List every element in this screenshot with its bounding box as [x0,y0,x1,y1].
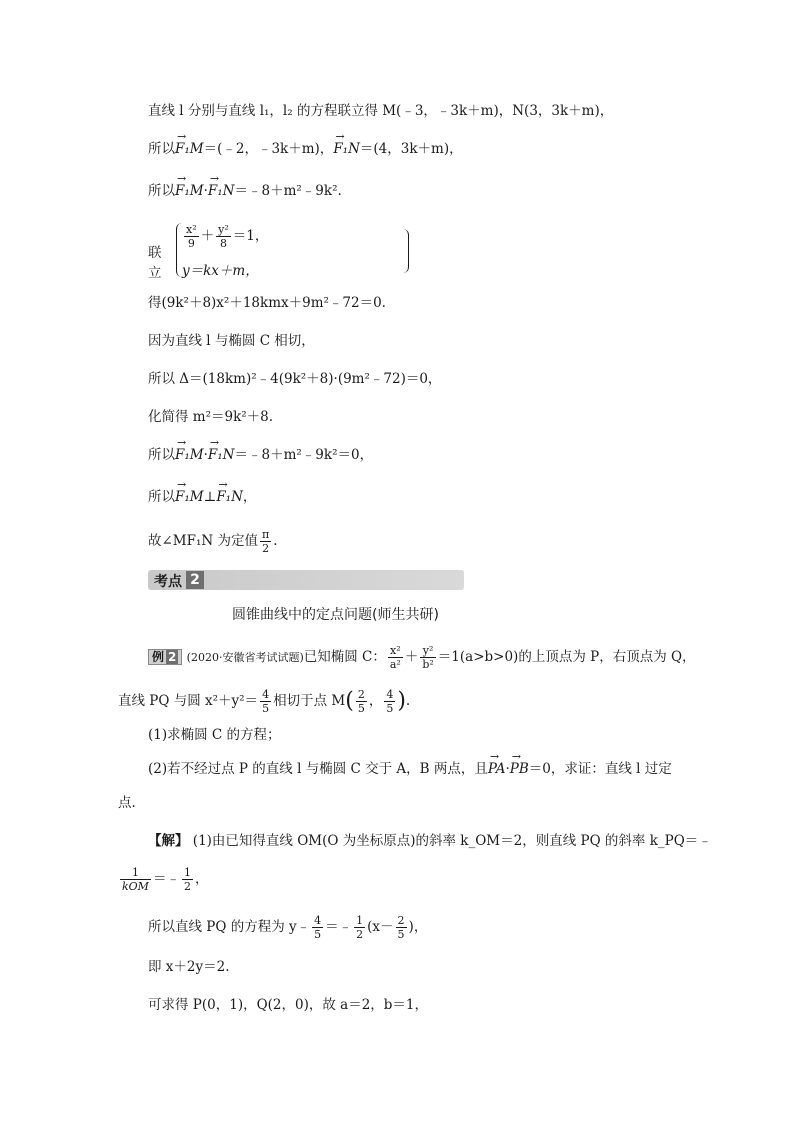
section-label: 考点 [154,574,182,590]
text: 直线 PQ 与圆 x²＋y²＝ [118,693,259,709]
text: 所以 [148,141,175,157]
text: ＝(﹣2，﹣3k＋m)， [203,141,334,157]
denominator: 5 [262,702,270,715]
numerator: 1 [183,866,191,879]
text: )， [408,919,428,935]
denominator: 5 [314,928,322,941]
text: (x－ [367,919,394,935]
solution-line-4: 即 x＋2y＝2. [148,959,230,975]
denominator: 2 [183,880,191,893]
line-vectors [148,140,463,158]
denominator: a² [389,658,401,671]
text: ＝(4，3k＋m)， [359,141,463,157]
numerator: 2 [397,914,405,927]
fraction [356,688,367,715]
numerator: x² [186,223,197,236]
system-prefix: 联立 [148,245,162,281]
text: · [203,183,208,199]
denominator: 2 [262,542,270,555]
vector-f1n: → F₁N [216,488,243,506]
solution-line-1 [148,832,712,850]
line-conclusion [148,528,278,555]
line-discriminant: 所以 Δ＝(18km)²﹣4(9k²＋8)·(9m²﹣72)＝0， [148,371,442,387]
text: 所以 [148,489,175,505]
example-line-2 [118,688,410,715]
vector-f1m: → F₁M [175,488,204,506]
fraction [420,644,435,671]
numerator: 4 [262,688,270,701]
text: ＝1， [232,228,269,244]
section-header-bar [148,570,464,590]
denominator: kOM [122,880,149,893]
text: 所以 [148,183,175,199]
numerator: x² [388,644,403,658]
text: 已知椭圆 C： [303,649,386,665]
text: 相切于点 M [273,693,346,709]
numerator: 1 [120,866,151,880]
text: 故∠MF₁N 为定值 [148,533,259,549]
text: (1)由已知得直线 OM(O 为坐标原点)的斜率 k_OM＝2，则直线 PQ 的斜率 k_PQ＝﹣ [192,833,712,849]
vector-f1n: → F₁N [208,446,235,464]
text: ， [242,489,257,505]
vector-f1m: → F₁M [175,182,204,200]
fraction-pi-half [260,528,271,555]
vector-f1m: → F₁M [175,446,204,464]
question-2 [148,760,672,778]
paren-open: ( [345,688,354,714]
vector-pb: → PB [510,760,529,778]
line-quadratic: 得(9k²＋8)x²＋18kmx＋9m²﹣72＝0. [148,295,386,311]
paren-close: ) [397,688,406,714]
denominator: b² [422,658,434,671]
denominator: 5 [386,702,394,715]
example-source: (2020·安徽省考试试题) [186,651,304,664]
question-1: (1)求椭圆 C 的方程； [148,727,281,743]
text: ＝﹣8＋m²﹣9k²＝0， [234,447,374,463]
text: ＝﹣8＋m²﹣9k². [234,183,342,199]
line-dot-zero [148,446,373,464]
example-line-1 [148,644,696,671]
fraction [354,914,365,941]
text: 所以直线 PQ 的方程为 y﹣ [148,919,311,935]
fraction [182,866,193,893]
text: ＋ [404,649,419,665]
text: . [273,533,278,549]
text: ＝1(a>b>0)的上顶点为 P，右顶点为 Q， [437,649,696,665]
fraction [184,223,199,250]
text: ＝﹣ [152,871,180,887]
vector-f1m: → F₁M [175,140,204,158]
question-2-cont: 点. [118,795,136,811]
line-perpendicular [148,488,256,506]
solution-tag: 【解】 [148,833,189,849]
vector-f1n: → F₁N [208,182,235,200]
fraction [388,644,403,671]
text: ， [368,693,383,709]
numerator: π [262,528,270,541]
text: . [405,693,411,709]
denominator: 2 [356,928,364,941]
right-brace [402,229,409,273]
denominator: 5 [357,702,365,715]
system-eq1 [182,223,268,250]
vector-f1n: → F₁N [333,140,360,158]
fraction [120,866,151,893]
text: ， [194,871,209,887]
denominator: 8 [219,237,227,250]
example-badge [148,649,182,665]
denominator: 5 [397,928,405,941]
fraction [260,688,271,715]
section-number: 2 [186,571,204,589]
line-intersection: 直线 l 分别与直线 l₁，l₂ 的方程联立得 M(﹣3，﹣3k＋m)，N(3，3k＋m)， [148,103,614,119]
line-dot-product [148,182,342,200]
numerator: 1 [356,914,364,927]
text: (2)若不经过点 P 的直线 l 与椭圆 C 交于 A，B 两点，且 [148,761,488,777]
text: ＝0，求证：直线 l 过定 [528,761,672,777]
numerator: y² [420,644,435,658]
text: ＋ [200,228,215,244]
badge-number: 2 [168,650,177,664]
numerator: 4 [314,914,322,927]
denominator: 9 [187,237,195,250]
text: ⊥ [203,489,217,505]
section-title: 圆锥曲线中的定点问题(师生共研) [232,607,439,623]
fraction [396,914,407,941]
system-eq2: y＝kx＋m， [182,263,259,279]
text: · [505,761,510,777]
text: ＝﹣ [325,919,353,935]
text: 所以 [148,447,175,463]
numerator: 4 [386,688,394,701]
solution-line-2 [118,866,208,893]
fraction [216,223,231,250]
line-tangent: 因为直线 l 与椭圆 C 相切， [148,333,315,349]
text: · [203,447,208,463]
fraction [384,688,395,715]
line-simplify: 化简得 m²＝9k²＋8. [148,409,274,425]
solution-line-5: 可求得 P(0，1)，Q(2，0)，故 a＝2，b＝1， [148,997,429,1013]
badge-text: 例 [152,650,165,664]
fraction [312,914,323,941]
numerator: 2 [357,688,365,701]
numerator: y² [218,223,229,236]
solution-line-3 [148,914,427,941]
vector-pa: → PA [488,760,506,778]
